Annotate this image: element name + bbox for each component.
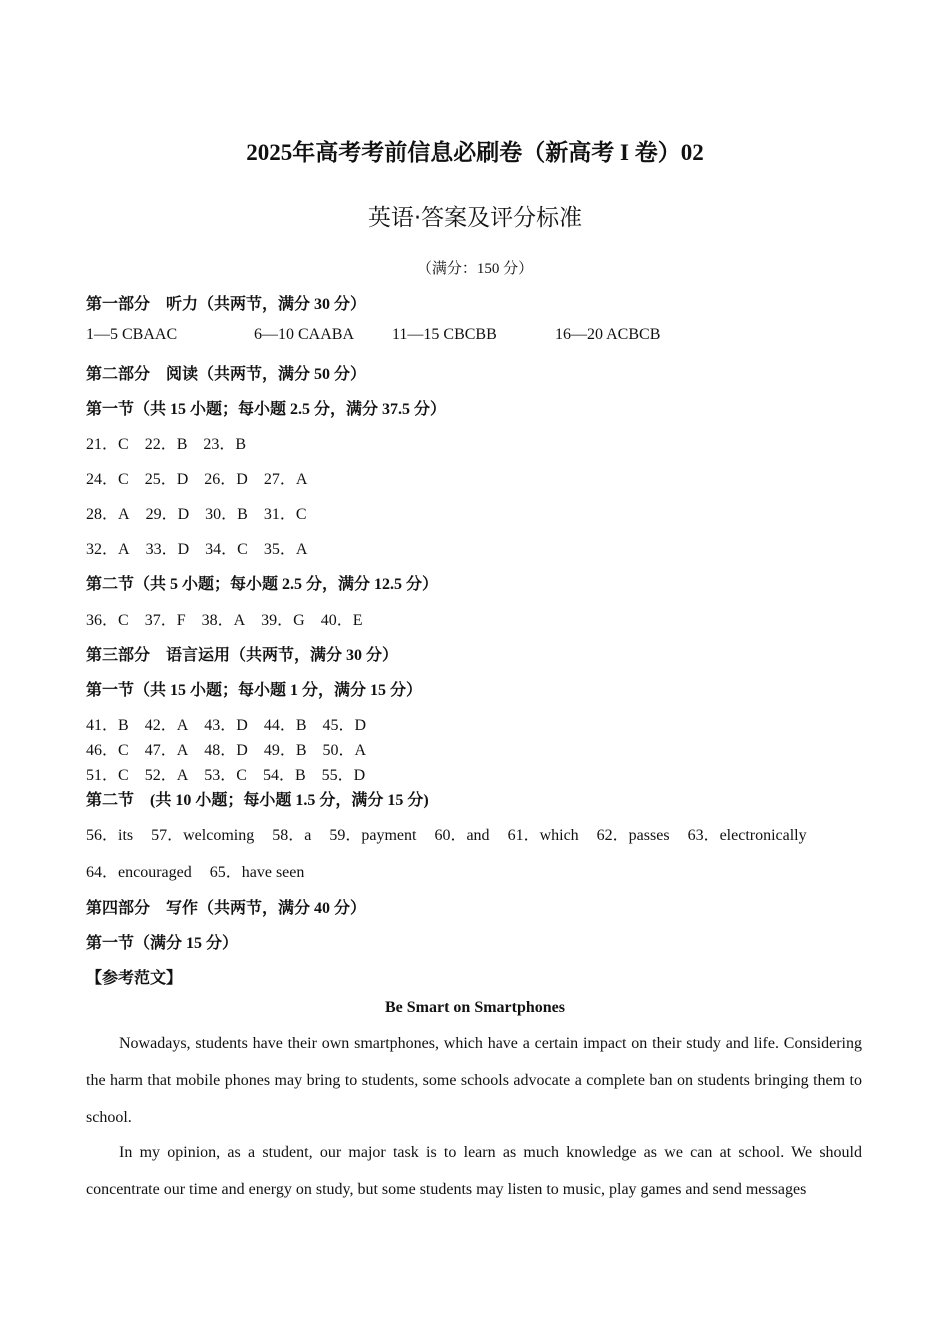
answer-item: 49．B xyxy=(263,742,307,759)
answer-group: 11—15 CBCBB xyxy=(392,326,497,343)
answer-item: 57．welcoming xyxy=(151,827,255,844)
answer-item: 37．F xyxy=(144,612,186,629)
answer-item: 52．A xyxy=(144,767,189,784)
answer-row xyxy=(86,712,382,735)
answer-group: 16—20 ACBCB xyxy=(555,326,661,343)
answer-item: 33．D xyxy=(145,541,190,558)
essay-paragraph: In my opinion, as a student, our major task is to learn as much knowledge as we can at school. We should concentrate our time and energy on study, but some students may listen to music, play games and send messages xyxy=(86,1144,862,1198)
answer-item: 28．A xyxy=(86,506,130,523)
answer-item: 22．B xyxy=(144,436,188,453)
document-title: 2025年高考考前信息必刷卷（新高考 I 卷）02 xyxy=(246,140,704,165)
answer-item: 26．D xyxy=(204,471,248,488)
essay-paragraph: Nowadays, students have their own smartphones, which have a certain impact on their study and life. Considering the harm that mobile phones may bring to students, some schools advocate a complete ban on students bringing them to school. xyxy=(86,1035,862,1126)
full-score: （满分：150 分） xyxy=(416,261,534,277)
part2-section2-heading: 第二节（共 5 小题；每小题 2.5 分，满分 12.5 分） xyxy=(86,576,439,593)
answer-item: 62．passes xyxy=(596,827,670,844)
answer-group: 6—10 CAABA xyxy=(254,326,355,343)
answer-item: 38．A xyxy=(201,612,246,629)
answer-row xyxy=(86,501,323,524)
answer-item: 58．a xyxy=(272,827,312,844)
answer-item: 24．C xyxy=(86,471,129,488)
answer-item: 25．D xyxy=(144,471,189,488)
answer-item: 32．A xyxy=(86,541,130,558)
answer-item: 50．A xyxy=(322,742,367,759)
answer-item: 47．A xyxy=(144,742,189,759)
part1-answers xyxy=(86,326,660,344)
part3-section1-heading: 第一节（共 15 小题；每小题 1 分，满分 15 分） xyxy=(86,682,423,699)
answer-row xyxy=(86,859,322,882)
answer-item: 42．A xyxy=(144,717,189,734)
essay-title: Be Smart on Smartphones xyxy=(384,999,565,1016)
answer-row xyxy=(86,737,382,760)
answer-item: 29．D xyxy=(145,506,190,523)
answer-item: 44．B xyxy=(263,717,307,734)
part1-heading: 第一部分 听力（共两节，满分 30 分） xyxy=(86,296,367,313)
answer-item: 39．G xyxy=(261,612,305,629)
part4-section1-heading: 第一节（满分 15 分） xyxy=(86,935,239,952)
answer-item: 36．C xyxy=(86,612,129,629)
answer-row xyxy=(86,762,381,785)
answer-item: 59．payment xyxy=(329,827,417,844)
answer-row xyxy=(86,431,262,454)
part3-section2-heading: 第二节 (共 10 小题；每小题 1.5 分，满分 15 分) xyxy=(86,792,429,809)
answer-item: 56．its xyxy=(86,827,134,844)
answer-item: 61．which xyxy=(507,827,579,844)
answer-item: 65．have seen xyxy=(209,864,305,881)
answer-item: 63．electronically xyxy=(687,827,807,844)
answer-item: 43．D xyxy=(204,717,248,734)
answer-item: 53．C xyxy=(204,767,247,784)
part3-heading: 第三部分 语言运用（共两节，满分 30 分） xyxy=(86,647,399,664)
answer-item: 46．C xyxy=(86,742,129,759)
answer-item: 48．D xyxy=(204,742,248,759)
sample-essay-label: 【参考范文】 xyxy=(86,970,183,987)
answer-row xyxy=(86,822,807,845)
answer-item: 60．and xyxy=(434,827,490,844)
answer-group: 1—5 CBAAC xyxy=(86,326,178,343)
answer-row xyxy=(86,536,323,559)
part2-section1-heading: 第一节（共 15 小题；每小题 2.5 分，满分 37.5 分） xyxy=(86,401,447,418)
answer-item: 35．A xyxy=(263,541,308,558)
document-subtitle: 英语·答案及评分标准 xyxy=(367,205,583,231)
answer-item: 27．A xyxy=(263,471,308,488)
answer-item: 54．B xyxy=(262,767,306,784)
answer-item: 23．B xyxy=(203,436,247,453)
answer-item: 40．E xyxy=(320,612,363,629)
answer-item: 41．B xyxy=(86,717,129,734)
answer-item: 64．encouraged xyxy=(86,864,192,881)
part2-heading: 第二部分 阅读（共两节，满分 50 分） xyxy=(86,366,367,383)
part4-heading: 第四部分 写作（共两节，满分 40 分） xyxy=(86,900,367,917)
answer-item: 31．C xyxy=(263,506,307,523)
answer-row xyxy=(86,466,323,489)
answer-item: 21．C xyxy=(86,436,129,453)
answer-item: 30．B xyxy=(205,506,248,523)
answer-item: 45．D xyxy=(322,717,367,734)
answer-item: 51．C xyxy=(86,767,129,784)
answer-item: 34．C xyxy=(205,541,248,558)
answer-item: 55．D xyxy=(321,767,366,784)
answer-row xyxy=(86,607,379,630)
